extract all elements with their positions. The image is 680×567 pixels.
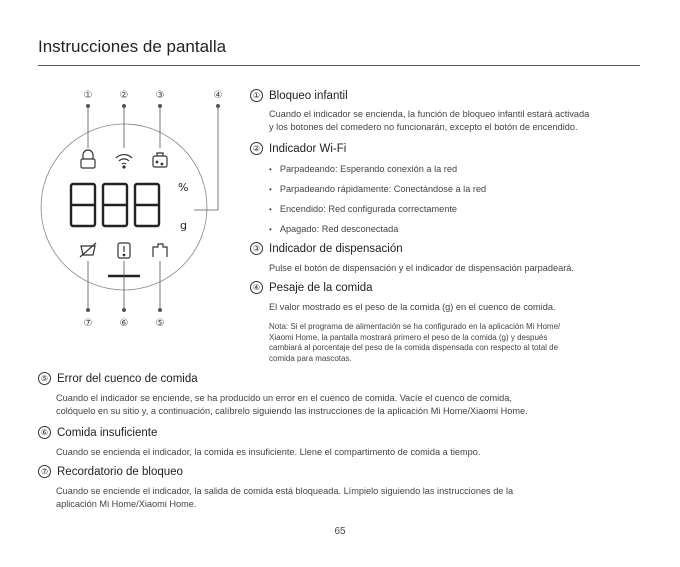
wifi-icon [116,155,132,168]
section-1-heading: ① Bloqueo infantil [250,89,348,102]
section-7-text: Cuando se enciende el indicador, la salida de comida está bloqueada. Límpielo siguiendo las instrucciones de la aplicación Mi Home/Xiaomi Home. [56,486,514,509]
page-number: 65 [334,526,346,537]
list-item: • Parpadeando rápidamente: Conectándose a la red [269,183,486,203]
section-3-heading: ③ Indicador de dispensación [250,242,403,255]
gram-symbol: g [180,219,187,232]
title-divider [38,65,640,66]
callout-2: ② [119,90,129,101]
section-2-heading: ② Indicador Wi-Fi [250,142,346,155]
section-5-text: Cuando el indicador se enciende, se ha producido un error en el cuenco de comida. Vacíe el cuenco de comida, colóquelo en su sitio y, a continuación, calíbrelo siguiendo las instrucciones de la aplicación Mi Home/Xiaomi Home. [56,393,528,416]
section-5-heading: ⑤ Error del cuenco de comida [38,372,198,385]
callout-6: ⑥ [119,318,129,329]
weight-digits [71,184,159,226]
list-item: • Apagado: Red desconectada [269,223,486,243]
section-4-heading: ④ Pesaje de la comida [250,281,373,294]
section-7-heading: ⑦ Recordatorio de bloqueo [38,465,183,478]
list-item: • Parpadeando: Esperando conexión a la red [269,163,486,183]
percent-symbol: % [178,181,189,194]
section-4-text: El valor mostrado es el peso de la comida (g) en el cuenco de comida. [269,302,556,312]
food-insufficient-icon [118,243,130,258]
section-1-text: Cuando el indicador se encienda, la función de bloqueo infantil estará activada y los botones del comedero no funcionarán, excepto el botón de encendido. [269,109,590,132]
bowl-error-icon [80,243,96,257]
callout-3: ③ [155,90,165,101]
callout-5: ⑤ [155,318,165,329]
outlet-blocked-icon [153,244,167,257]
dispense-icon [153,153,167,167]
callout-7: ⑦ [83,318,93,329]
section-3-text: Pulse el botón de dispensación y el indicador de dispensación parpadeará. [269,263,574,273]
section-4-note: Nota: Si el programa de alimentación se ha configurado en la aplicación Mi Home/ Xiaomi Home, la pantalla mostrará primero el peso de la comida (g) y después cambiará al porcentaje del peso de la comida dispensada con respecto al total de comida para mascotas. [269,322,561,363]
callout-1: ① [83,90,93,101]
display-diagram [30,80,240,340]
lock-icon [81,150,95,168]
wifi-status-list [269,163,486,243]
callout-4: ④ [213,90,223,101]
page-title: Instrucciones de pantalla [38,37,227,56]
section-6-heading: ⑥ Comida insuficiente [38,426,157,439]
section-6-text: Cuando se encienda el indicador, la comida es insuficiente. Llene el compartimento de comida a tiempo. [56,447,481,457]
list-item: • Encendido: Red configurada correctamente [269,203,486,223]
